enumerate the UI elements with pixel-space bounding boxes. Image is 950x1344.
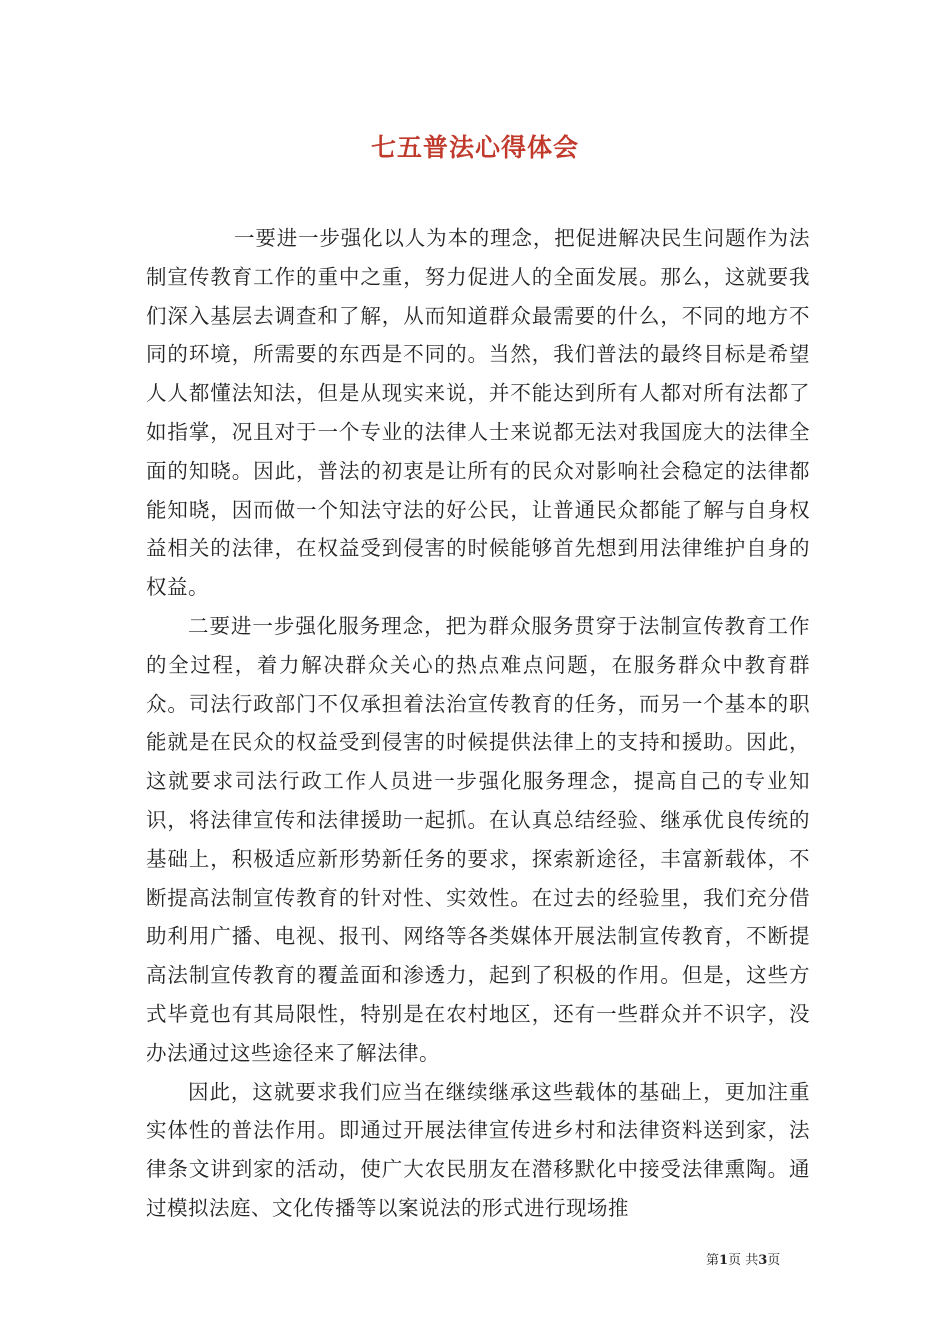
- page-number-footer: [706, 1249, 780, 1268]
- paragraph-3: 因此，这就要求我们应当在继续继承这些载体的基础上，更加注重实体性的普法作用。即通过开展法律宣传进乡村和法律资料送到家，法律条文讲到家的活动，使广大农民朋友在潜移默化中接受法律熏陶。通过模拟法庭、文化传播等以案说法的形式进行现场推: [146, 1079, 810, 1220]
- paragraph-1: 一要进一步强化以人为本的理念，把促进解决民生问题作为法制宣传教育工作的重中之重，努力促进人的全面发展。那么，这就要我们深入基层去调查和了解，从而知道群众最需要的什么，不同的地方不同的环境，所需要的东西是不同的。当然，我们普法的最终目标是希望人人都懂法知法，但是从现实来说，并不能达到所有人都对所有法都了如指掌，况且对于一个专业的法律人士来说都无法对我国庞大的法律全面的知晓。因此，普法的初衷是让所有的民众对影响社会稳定的法律都能知晓，因而做一个知法守法的好公民，让普通民众都能了解与自身权益相关的法律，在权益受到侵害的时候能够首先想到用法律维护自身的权益。: [146, 226, 810, 600]
- total-page-number: 3: [758, 1253, 768, 1268]
- page-suffix: 页: [767, 1253, 781, 1268]
- current-page-number: 1: [719, 1253, 729, 1268]
- document-body: [146, 219, 810, 1228]
- page-prefix: 第: [706, 1253, 720, 1268]
- document-title: 七五普法心得体会: [370, 133, 579, 162]
- paragraph-2: 二要进一步强化服务理念，把为群众服务贯穿于法制宣传教育工作的全过程，着力解决群众关心的热点难点问题，在服务群众中教育群众。司法行政部门不仅承担着法治宣传教育的任务，而另一个基本的职能就是在民众的权益受到侵害的时候提供法律上的支持和援助。因此，这就要求司法行政工作人员进一步强化服务理念，提高自己的专业知识，将法律宣传和法律援助一起抓。在认真总结经验、继承优良传统的基础上，积极适应新形势新任务的要求，探索新途径，丰富新载体，不断提高法制宣传教育的针对性、实效性。在过去的经验里，我们充分借助利用广播、电视、报刊、网络等各类媒体开展法制宣传教育，不断提高法制宣传教育的覆盖面和渗透力，起到了积极的作用。但是，这些方式毕竟也有其局限性，特别是在农村地区，还有一些群众并不识字，没办法通过这些途径来了解法律。: [146, 613, 810, 1065]
- page-middle: 页 共: [728, 1253, 759, 1268]
